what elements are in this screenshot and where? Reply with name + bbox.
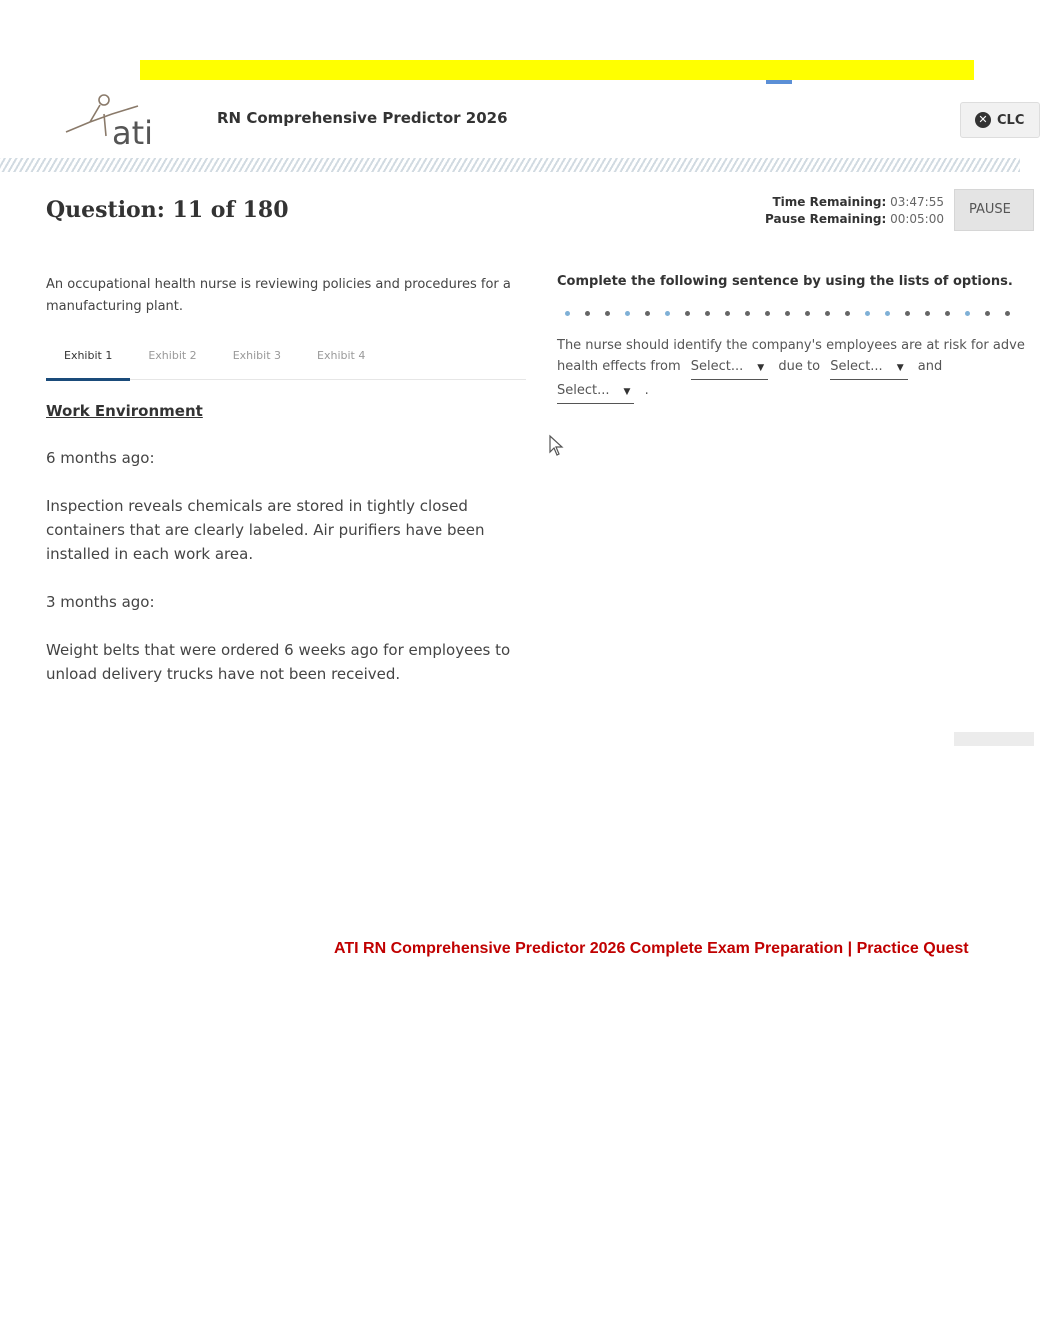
divider-dot	[1005, 311, 1010, 316]
close-icon: ✕	[975, 112, 991, 128]
chevron-down-icon: ▼	[896, 363, 904, 373]
mouse-cursor-icon	[548, 434, 566, 458]
sentence-part: health effects from	[557, 359, 681, 374]
chevron-down-icon: ▼	[623, 387, 631, 397]
exhibit-paragraph: Weight belts that were ordered 6 weeks ago for employees to unload delivery trucks have not been received.	[46, 641, 511, 683]
divider-dot	[565, 311, 570, 316]
exhibit-content	[46, 402, 526, 686]
tab-exhibit-2[interactable]: Exhibit 2	[148, 349, 197, 362]
sentence-part: The nurse should identify the company's employees are at risk for adve	[557, 338, 1025, 353]
select-value: Select...	[830, 359, 883, 374]
select-dropdown-2[interactable]	[830, 356, 907, 380]
select-dropdown-3[interactable]	[557, 380, 634, 404]
divider-dot	[985, 311, 990, 316]
divider-dot	[625, 311, 630, 316]
divider-dot	[845, 311, 850, 316]
pause-remaining-value: 00:05:00	[890, 212, 944, 226]
divider-dot	[925, 311, 930, 316]
question-panel	[46, 274, 526, 710]
divider-dot	[765, 311, 770, 316]
sentence-end: .	[644, 383, 649, 398]
close-label: CLC	[997, 112, 1025, 128]
logo-text: ati	[112, 114, 154, 152]
tab-exhibit-4[interactable]: Exhibit 4	[317, 349, 366, 362]
divider-dot	[745, 311, 750, 316]
exam-window	[0, 84, 1025, 754]
tab-exhibit-3[interactable]: Exhibit 3	[232, 349, 282, 362]
header	[0, 84, 1025, 156]
question-stem: An occupational health nurse is reviewing policies and procedures for a manufacturing plant.	[46, 277, 511, 314]
exhibit-paragraph: Inspection reveals chemicals are stored in tightly closed containers that are clearly labeled. Air purifiers have been installed in each work area.	[46, 497, 485, 563]
divider-dot	[685, 311, 690, 316]
divider-dot	[665, 311, 670, 316]
sentence-part: due to	[778, 359, 821, 374]
exhibit-tabs	[46, 344, 526, 380]
ati-logo	[60, 92, 170, 150]
question-title: Question: 11 of 180	[46, 197, 289, 223]
select-value: Select...	[690, 359, 744, 374]
cloze-sentence	[557, 335, 1027, 404]
select-dropdown-1[interactable]	[691, 356, 768, 380]
divider-dot	[905, 311, 910, 316]
divider-dot	[785, 311, 790, 316]
instruction-text: Complete the following sentence by using the lists of options.	[557, 274, 1013, 289]
close-button[interactable]	[960, 102, 1040, 138]
answer-panel	[557, 274, 1027, 404]
divider-dot	[725, 311, 730, 316]
footer-caption: ATI RN Comprehensive Predictor 2026 Complete Exam Preparation | Practice Quest	[334, 940, 969, 957]
divider-dot	[825, 311, 830, 316]
divider-dot	[805, 311, 810, 316]
time-remaining-value: 03:47:55	[890, 195, 944, 209]
exhibit-heading: Work Environment	[46, 402, 203, 420]
divider-dot	[605, 311, 610, 316]
exhibit-paragraph: 3 months ago:	[46, 593, 155, 611]
highlight-bar	[140, 60, 974, 80]
dotted-divider	[557, 307, 1020, 321]
exhibit-paragraph: 6 months ago:	[46, 449, 155, 467]
pause-remaining-label: Pause Remaining:	[765, 212, 887, 226]
select-value: Select...	[557, 383, 610, 398]
divider-dot	[965, 311, 970, 316]
next-button[interactable]	[954, 732, 1034, 746]
app-title: RN Comprehensive Predictor 2026	[217, 109, 508, 127]
chevron-down-icon: ▼	[757, 363, 765, 373]
pause-button[interactable]: PAUSE	[954, 189, 1034, 231]
divider-dot	[945, 311, 950, 316]
tab-exhibit-1[interactable]: Exhibit 1	[46, 344, 130, 380]
divider-dot	[865, 311, 870, 316]
divider-dot	[645, 311, 650, 316]
timers	[765, 194, 944, 228]
divider-dot	[705, 311, 710, 316]
header-divider	[0, 158, 1020, 172]
time-remaining-label: Time Remaining:	[772, 195, 887, 209]
sentence-part: and	[917, 359, 943, 374]
divider-dot	[585, 311, 590, 316]
divider-dot	[885, 311, 890, 316]
